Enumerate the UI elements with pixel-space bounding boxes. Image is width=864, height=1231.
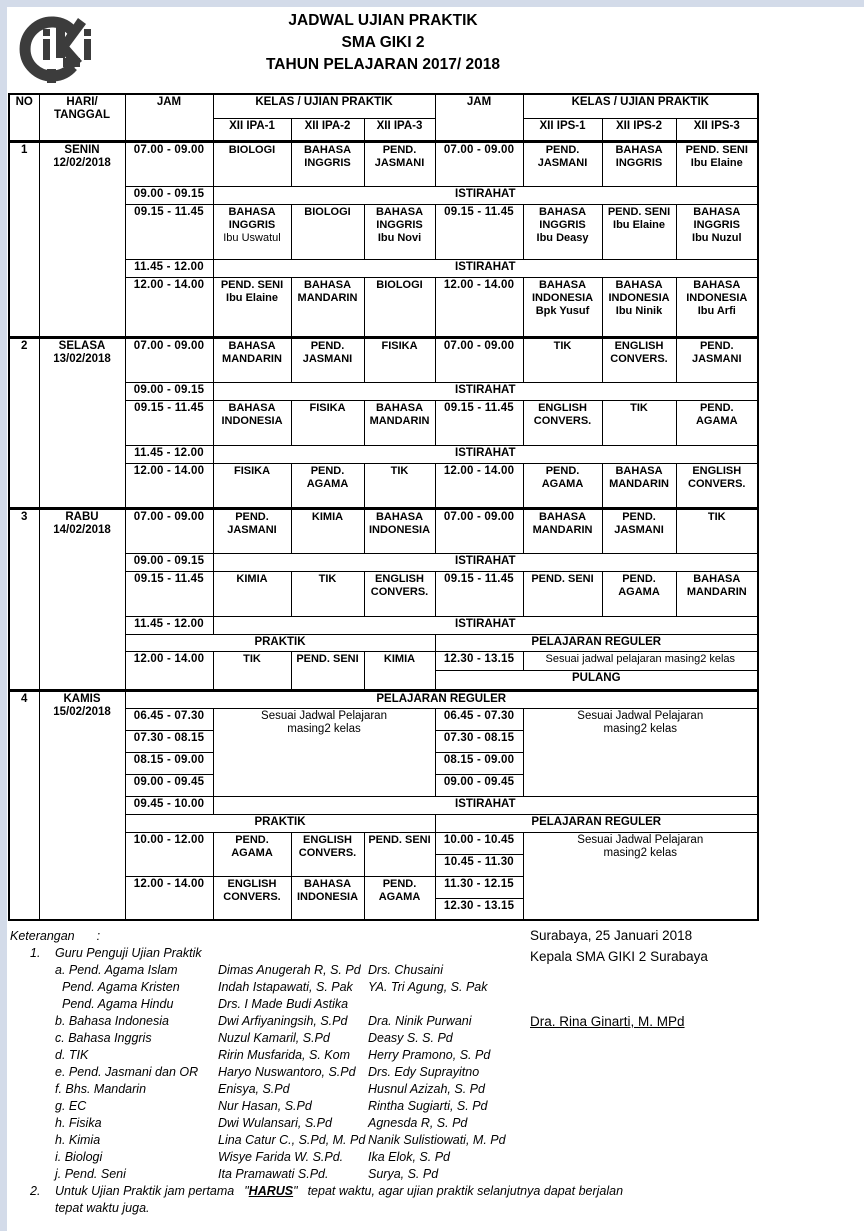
time-cell: 07.00 - 09.00 (435, 141, 523, 186)
subject-cell: TIK (364, 463, 435, 508)
regular-lesson-note: Sesuai Jadwal Pelajaran masing2 kelas (523, 832, 758, 920)
subject-cell: PEND. SENI (291, 651, 364, 690)
time-cell: 09.15 - 11.45 (125, 571, 213, 616)
subject-cell: ENGLISH CONVERS. (602, 337, 676, 382)
subject-cell: BAHASA INGGRIS Ibu Deasy (523, 204, 602, 259)
time-cell: 11.45 - 12.00 (125, 445, 213, 463)
section-header-reguler: PELAJARAN REGULER (435, 634, 758, 651)
time-cell: 12.00 - 14.00 (125, 876, 213, 920)
time-cell: 12.30 - 13.15 (435, 898, 523, 920)
subject-cell: BAHASA INDONESIA (364, 508, 435, 553)
time-cell: 07.00 - 09.00 (125, 337, 213, 382)
notes-item-1: 1. Guru Penguji Ujian Praktik (30, 946, 202, 960)
subject-cell: BAHASA MANDARIN (364, 400, 435, 445)
day-number: 4 (9, 690, 39, 920)
day-number: 1 (9, 141, 39, 337)
time-cell: 07.00 - 09.00 (435, 508, 523, 553)
section-header-reguler: PELAJARAN REGULER (125, 690, 758, 708)
examiner-row: Pend. Agama Kristen Indah Istapawati, S. Pak YA. Tri Agung, S. Pak (62, 980, 488, 994)
time-cell: 10.45 - 11.30 (435, 854, 523, 876)
break-cell: ISTIRAHAT (213, 616, 758, 634)
subject-cell: BAHASA INGGRIS Ibu Novi (364, 204, 435, 259)
examiner-name: Ibu Nuzul (692, 231, 742, 244)
day-cell: SENIN 12/02/2018 (39, 141, 125, 337)
exam-schedule-table (8, 93, 759, 921)
subject-cell: BAHASA MANDARIN (213, 337, 291, 382)
day-cell: SELASA 13/02/2018 (39, 337, 125, 508)
signature-name: Dra. Rina Ginarti, M. MPd (530, 1014, 685, 1029)
examiner-name: Bpk Yusuf (535, 304, 590, 317)
examiner-name: Ibu Elaine (226, 291, 278, 304)
signature-role: Kepala SMA GIKI 2 Surabaya (530, 949, 708, 964)
subject-cell: PEND. JASMANI (213, 508, 291, 553)
section-header-praktik: PRAKTIK (125, 634, 435, 651)
time-cell: 12.00 - 14.00 (435, 277, 523, 337)
time-cell: 07.00 - 09.00 (435, 337, 523, 382)
time-cell: 09.00 - 09.15 (125, 553, 213, 571)
subject-cell: BAHASA INGGRIS Ibu Nuzul (676, 204, 758, 259)
page-edge-top (0, 0, 864, 7)
subject-cell: FISIKA (291, 400, 364, 445)
subject-cell: PEND. SENI Ibu Elaine (676, 141, 758, 186)
col-header-ips3: XII IPS-3 (676, 118, 758, 141)
subject-cell: KIMIA (213, 571, 291, 616)
time-cell: 12.30 - 13.15 (435, 651, 523, 670)
time-cell: 10.00 - 10.45 (435, 832, 523, 854)
time-cell: 09.00 - 09.15 (125, 382, 213, 400)
subject-cell: BAHASA MANDARIN (676, 571, 758, 616)
time-cell: 07.30 - 08.15 (125, 730, 213, 752)
subject-cell: PEND. JASMANI (291, 337, 364, 382)
examiner-name: Ibu Deasy (536, 231, 589, 244)
examiner-row: f. Bhs. Mandarin Enisya, S.Pd Husnul Azizah, S. Pd (55, 1082, 485, 1096)
signature-city-date: Surabaya, 25 Januari 2018 (530, 928, 693, 943)
break-cell: ISTIRAHAT (213, 382, 758, 400)
subject-cell: PEND. SENI (364, 832, 435, 876)
time-cell: 09.15 - 11.45 (125, 204, 213, 259)
time-cell: 07.30 - 08.15 (435, 730, 523, 752)
examiner-row: h. Kimia Lina Catur C., S.Pd, M. Pd Nanik Sulistiowati, M. Pd (55, 1133, 506, 1147)
break-cell: ISTIRAHAT (213, 796, 758, 814)
col-header-ips1: XII IPS-1 (523, 118, 602, 141)
subject-cell: ENGLISH CONVERS. (213, 876, 291, 920)
break-cell: ISTIRAHAT (213, 553, 758, 571)
subject-cell: BAHASA MANDARIN (523, 508, 602, 553)
examiner-row: b. Bahasa Indonesia Dwi Arfiyaningsih, S.Pd Dra. Ninik Purwani (55, 1014, 472, 1028)
day-number: 2 (9, 337, 39, 508)
notes-item-2: 2. Untuk Ujian Praktik jam pertama "HARUS" tepat waktu, agar ujian praktik selanjutnya dapat berjalan (30, 1184, 624, 1198)
day-cell: RABU 14/02/2018 (39, 508, 125, 690)
examiner-row: g. EC Nur Hasan, S.Pd Rintha Sugiarti, S. Pd (55, 1099, 488, 1113)
subject-cell: BAHASA INDONESIA (213, 400, 291, 445)
col-header-jam-ipa: JAM (125, 94, 213, 141)
title-line-2: SMA GIKI 2 (341, 34, 425, 51)
subject-cell: BAHASA INGGRIS (291, 141, 364, 186)
examiner-row: a. Pend. Agama Islam Dimas Anugerah R, S. Pd Drs. Chusaini (55, 963, 444, 977)
day-cell: KAMIS 15/02/2018 (39, 690, 125, 920)
subject-cell: ENGLISH CONVERS. (291, 832, 364, 876)
subject-cell: PEND. AGAMA (213, 832, 291, 876)
subject-cell: KIMIA (291, 508, 364, 553)
subject-cell: TIK (676, 508, 758, 553)
time-cell: 06.45 - 07.30 (435, 708, 523, 730)
subject-cell: BAHASA INDONESIA Bpk Yusuf (523, 277, 602, 337)
subject-cell: PEND. JASMANI (676, 337, 758, 382)
examiner-row: c. Bahasa Inggris Nuzul Kamaril, S.Pd Deasy S. S. Pd (55, 1031, 453, 1045)
subject-cell: ENGLISH CONVERS. (676, 463, 758, 508)
subject-cell: PEND. JASMANI (364, 141, 435, 186)
subject-cell: BIOLOGI (213, 141, 291, 186)
col-header-kelas-ipa: KELAS / UJIAN PRAKTIK (213, 94, 435, 118)
time-cell: 11.45 - 12.00 (125, 259, 213, 277)
examiner-row: i. Biologi Wisye Farida W. S.Pd. Ika Elok, S. Pd (55, 1150, 450, 1164)
subject-cell: PEND. JASMANI (523, 141, 602, 186)
time-cell: 07.00 - 09.00 (125, 508, 213, 553)
subject-cell: BAHASA INGGRIS (602, 141, 676, 186)
subject-cell: FISIKA (364, 337, 435, 382)
examiner-name: Ibu Ninik (615, 304, 663, 317)
time-cell: 12.00 - 14.00 (125, 277, 213, 337)
signature-block (530, 925, 708, 1032)
break-cell: ISTIRAHAT (213, 259, 758, 277)
col-header-jam-ips: JAM (435, 94, 523, 141)
subject-cell: ENGLISH CONVERS. (364, 571, 435, 616)
subject-cell: TIK (291, 571, 364, 616)
subject-cell: TIK (523, 337, 602, 382)
time-cell: 11.30 - 12.15 (435, 876, 523, 898)
subject-cell: BAHASA MANDARIN (602, 463, 676, 508)
examiner-name: Ibu Elaine (690, 156, 743, 169)
time-cell: 09.15 - 11.45 (435, 571, 523, 616)
examiner-name: Ibu Elaine (613, 218, 665, 231)
subject-cell: BAHASA INDONESIA Ibu Arfi (676, 277, 758, 337)
examiner-name: Ibu Arfi (697, 304, 736, 317)
col-header-ips2: XII IPS-2 (602, 118, 676, 141)
col-header-ipa2: XII IPA-2 (291, 118, 364, 141)
subject-cell: TIK (213, 651, 291, 690)
break-cell: ISTIRAHAT (213, 186, 758, 204)
col-header-kelas-ips: KELAS / UJIAN PRAKTIK (523, 94, 758, 118)
notes-item-2-continued: tepat waktu juga. (55, 1201, 150, 1215)
time-cell: 09.00 - 09.15 (125, 186, 213, 204)
regular-lesson-note: Sesuai Jadwal Pelajaran masing2 kelas (213, 708, 435, 796)
break-cell: ISTIRAHAT (213, 445, 758, 463)
time-cell: 09.45 - 10.00 (125, 796, 213, 814)
subject-cell: TIK (602, 400, 676, 445)
regular-lesson-note: Sesuai Jadwal Pelajaran masing2 kelas (523, 708, 758, 796)
pulang-cell: PULANG (435, 670, 758, 690)
time-cell: 12.00 - 14.00 (125, 463, 213, 508)
notes-title: Keterangan : (10, 929, 101, 943)
regular-lesson-note: Sesuai jadwal pelajaran masing2 kelas (523, 651, 758, 670)
section-header-reguler: PELAJARAN REGULER (435, 814, 758, 832)
title-line-3: TAHUN PELAJARAN 2017/ 2018 (265, 56, 500, 73)
title-line-1: JADWAL UJIAN PRAKTIK (288, 12, 478, 29)
subject-cell: BAHASA MANDARIN (291, 277, 364, 337)
time-cell: 11.45 - 12.00 (125, 616, 213, 634)
time-cell: 06.45 - 07.30 (125, 708, 213, 730)
document-title (8, 10, 758, 76)
subject-cell: PEND. SENI Ibu Elaine (602, 204, 676, 259)
subject-cell: BAHASA INGGRIS Ibu Uswatul (213, 204, 291, 259)
col-header-no: NO (9, 94, 39, 141)
examiner-name: Ibu Novi (377, 231, 422, 244)
subject-cell: BAHASA INDONESIA Ibu Ninik (602, 277, 676, 337)
time-cell: 08.15 - 09.00 (435, 752, 523, 774)
subject-cell: KIMIA (364, 651, 435, 690)
subject-cell: BIOLOGI (364, 277, 435, 337)
subject-cell: ENGLISH CONVERS. (523, 400, 602, 445)
subject-cell: PEND. AGAMA (523, 463, 602, 508)
examiner-row: j. Pend. Seni Ita Pramawati S.Pd. Surya, S. Pd (55, 1167, 439, 1181)
time-cell: 08.15 - 09.00 (125, 752, 213, 774)
col-header-hari-tanggal: HARI/ TANGGAL (39, 94, 125, 141)
col-header-ipa3: XII IPA-3 (364, 118, 435, 141)
time-cell: 10.00 - 12.00 (125, 832, 213, 876)
day-number: 3 (9, 508, 39, 690)
time-cell: 09.15 - 11.45 (435, 400, 523, 445)
subject-cell: PEND. AGAMA (602, 571, 676, 616)
subject-cell: FISIKA (213, 463, 291, 508)
time-cell: 09.00 - 09.45 (125, 774, 213, 796)
subject-cell: PEND. AGAMA (364, 876, 435, 920)
subject-cell: PEND. SENI Ibu Elaine (213, 277, 291, 337)
col-header-ipa1: XII IPA-1 (213, 118, 291, 141)
time-cell: 12.00 - 14.00 (125, 651, 213, 690)
examiner-row: h. Fisika Dwi Wulansari, S.Pd Agnesda R, S. Pd (55, 1116, 468, 1130)
examiner-row: d. TIK Ririn Musfarida, S. Kom Herry Pramono, S. Pd (55, 1048, 491, 1062)
subject-cell: PEND. SENI (523, 571, 602, 616)
subject-cell: PEND. JASMANI (602, 508, 676, 553)
section-header-praktik: PRAKTIK (125, 814, 435, 832)
subject-cell: PEND. AGAMA (676, 400, 758, 445)
time-cell: 07.00 - 09.00 (125, 141, 213, 186)
time-cell: 09.15 - 11.45 (435, 204, 523, 259)
examiner-name: Ibu Uswatul (223, 231, 281, 244)
examiner-row: Pend. Agama Hindu Drs. I Made Budi Astika (62, 997, 349, 1011)
subject-cell: BAHASA INDONESIA (291, 876, 364, 920)
examiner-row: e. Pend. Jasmani dan OR Haryo Nuswantoro, S.Pd Drs. Edy Suprayitno (55, 1065, 480, 1079)
time-cell: 09.15 - 11.45 (125, 400, 213, 445)
time-cell: 09.00 - 09.45 (435, 774, 523, 796)
page-edge-left (0, 0, 7, 1231)
subject-cell: BIOLOGI (291, 204, 364, 259)
time-cell: 12.00 - 14.00 (435, 463, 523, 508)
subject-cell: PEND. AGAMA (291, 463, 364, 508)
